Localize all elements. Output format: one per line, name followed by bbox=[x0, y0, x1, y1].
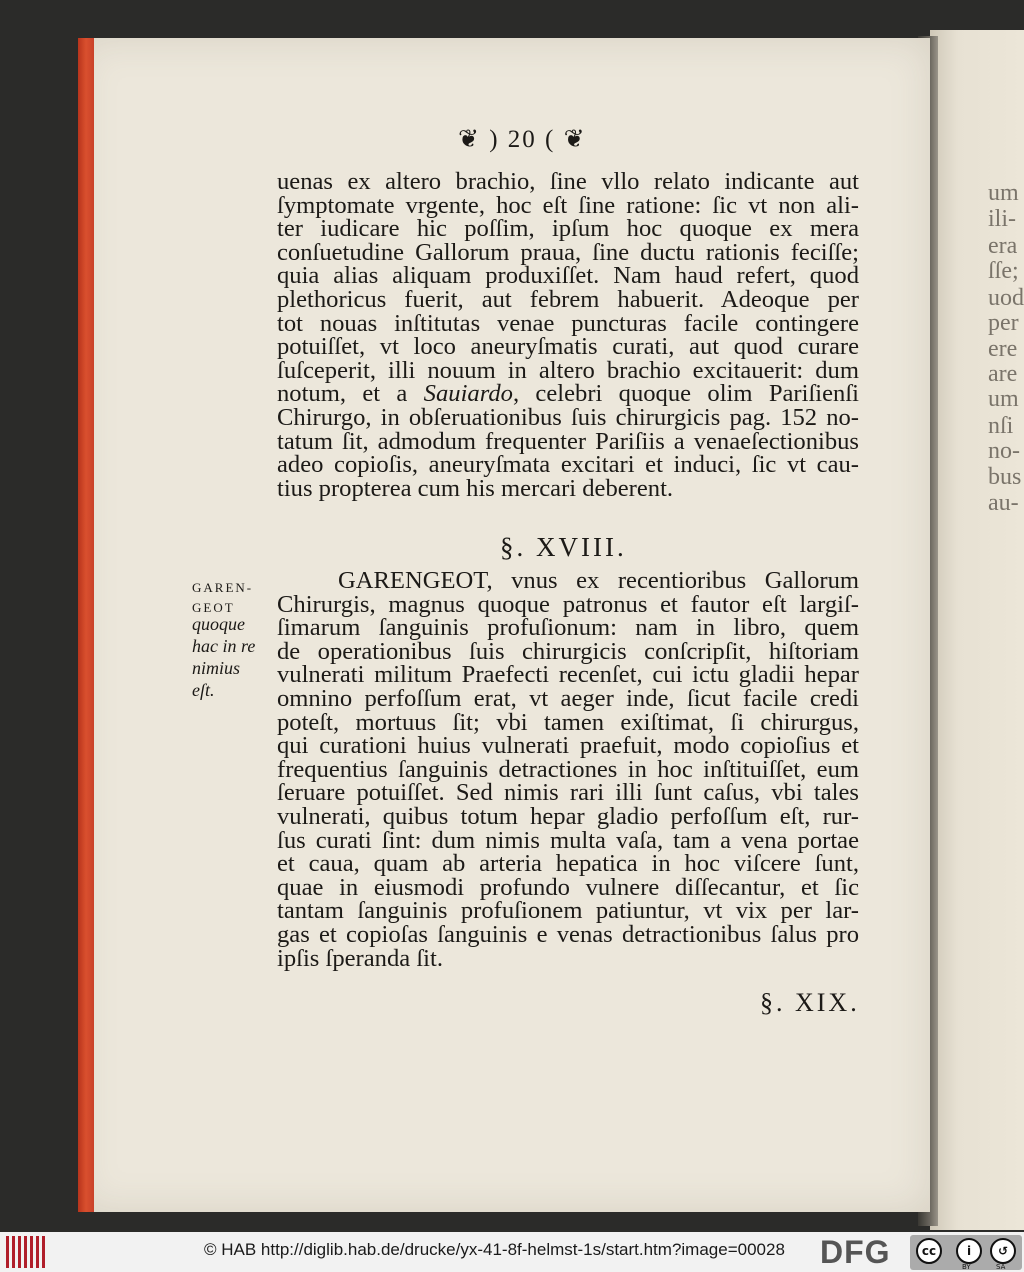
text-line: plethoricus fuerit, aut febrem habuerit. Adeoque per bbox=[277, 286, 859, 313]
catchword: §. XIX. bbox=[760, 988, 860, 1017]
copyright-url[interactable]: © HAB http://diglib.hab.de/drucke/yx-41-8f-helmst-1s/start.htm?image=00028 bbox=[204, 1240, 785, 1259]
text-line: conſuetudine Gallorum praua, ſine ductu rationis feciſſe; bbox=[277, 238, 859, 266]
facing-fragment: um bbox=[988, 386, 1019, 412]
facing-fragment: uod bbox=[988, 285, 1024, 311]
text-line: qui curationi huius vulnerati praefuit, modo copioſius et bbox=[277, 732, 859, 760]
text-line: ipſis ſperanda ſit. bbox=[277, 944, 443, 972]
text-line: vulnerati militum Praefecti recenſet, cui ictu gladii hepar bbox=[277, 661, 859, 689]
text-line: uenas ex altero brachio, ſine vllo relato indicante aut bbox=[277, 168, 859, 195]
facing-fragment: nſi bbox=[988, 413, 1014, 439]
cc-license-icon[interactable] bbox=[910, 1235, 1022, 1270]
cc-icon: cc bbox=[916, 1238, 942, 1264]
facing-fragment: ere bbox=[988, 336, 1018, 362]
text-line: ſus curati ſint: dum nimis multa vaſa, tam a vena portae bbox=[277, 826, 859, 854]
facing-fragment: ſſe; bbox=[988, 258, 1019, 284]
text-line: notum, et a Sauiardo, celebri quoque olim Pariſienſi bbox=[277, 380, 859, 408]
margin-note-line: quoque bbox=[192, 614, 245, 634]
facing-fragment: no- bbox=[988, 438, 1020, 464]
text-line: quae in eiusmodi profundo vulnere diſſecantur, et ſic bbox=[277, 873, 859, 901]
cc-by-label: BY bbox=[962, 1263, 971, 1271]
text-line: ter iudicare hic poſſim, ipſum hoc quoque ex mera bbox=[277, 215, 859, 243]
text-line: ſimarum ſanguinis profuſionum: nam in libro, quem bbox=[277, 614, 859, 642]
text-line: tius propterea cum his mercari deberent. bbox=[277, 474, 674, 502]
margin-note-line: GAREN- bbox=[192, 580, 254, 595]
text-line: gas et copioſas ſanguinis e venas detractionibus ſalus pro bbox=[277, 921, 859, 948]
facing-page bbox=[930, 30, 1024, 1230]
facing-fragment: au- bbox=[988, 490, 1019, 516]
text-line: tantam ſanguinis profuſionem patiuntur, vt vix per lar- bbox=[277, 897, 859, 925]
text-line: ſuſceperit, illi nouum in altero brachio excitauerit: dum bbox=[277, 356, 859, 384]
text-line: tatum ſit, admodum frequenter Pariſiis a venaeſectionibus bbox=[277, 427, 859, 455]
facing-fragment: ili- bbox=[988, 206, 1016, 232]
facing-fragment: per bbox=[988, 310, 1019, 336]
cc-sa-label: SA bbox=[996, 1263, 1006, 1271]
margin-note-line: eſt. bbox=[192, 680, 215, 700]
text-line: Chirurgo, in obſeruationibus ſuis chirurgicis pag. 152 no- bbox=[277, 404, 859, 431]
facing-fragment: era bbox=[988, 233, 1018, 259]
hab-logo-icon bbox=[6, 1236, 48, 1268]
text-line: adeo copioſis, aneuryſmata excitari et induci, ſic vt cau- bbox=[277, 451, 859, 479]
text-line: quia alias aliquam produxiſſet. Nam haud refert, quod bbox=[277, 262, 859, 290]
text-line: tot nouas inſtitutas venae puncturas facile contingere bbox=[277, 309, 859, 337]
text-line: potuiſſet, vt loco aneuryſmatis curati, aut quod curare bbox=[277, 333, 859, 361]
margin-note-line: GEOT bbox=[192, 600, 235, 615]
text-line: poteſt, mortuus ſit; vbi tamen exiſtimat, ſi chirurgus, bbox=[277, 708, 859, 736]
text-line: de operationibus ſuis chirurgicis conſcripſit, hiſtoriam bbox=[277, 637, 859, 665]
red-page-edge bbox=[78, 38, 94, 1212]
facing-fragment: bus bbox=[988, 464, 1022, 490]
share-alike-icon: ↺ bbox=[990, 1238, 1016, 1264]
text-line: vulnerati, quibus totum hepar gladio perfoſſum eſt, rur- bbox=[277, 803, 859, 830]
margin-note-line: hac in re bbox=[192, 636, 256, 656]
by-attribution-icon: i bbox=[956, 1238, 982, 1264]
margin-note-line: nimius bbox=[192, 658, 241, 678]
text-line: ſymptomate vrgente, hoc eſt ſine ratione: ſic vt non ali- bbox=[277, 191, 859, 219]
dfg-logo: DFG bbox=[820, 1234, 891, 1270]
text-line: omnino perfoſſum erat, vt aeger inde, ſicut facile credi bbox=[277, 685, 859, 712]
text-line: et caua, quam ab arteria hepatica in hoc viſcere ſunt, bbox=[277, 850, 859, 878]
facing-fragment: are bbox=[988, 361, 1018, 387]
page-header: ❦ ) 20 ( ❦ bbox=[458, 126, 587, 153]
text-line: frequentius ſanguinis detractiones in hoc inſtituiſſet, eum bbox=[277, 755, 859, 783]
facing-fragment: um bbox=[988, 180, 1019, 206]
text-line: ſeruare potuiſſet. Sed nimis rari illi ſunt caſus, vbi tales bbox=[277, 779, 859, 807]
text-line: Chirurgis, magnus quoque patronus et fautor eſt largiſ- bbox=[277, 590, 859, 618]
section-heading: §. XVIII. bbox=[500, 532, 627, 562]
text-line: GARENGEOT, vnus ex recentioribus Gallorum bbox=[338, 567, 859, 594]
